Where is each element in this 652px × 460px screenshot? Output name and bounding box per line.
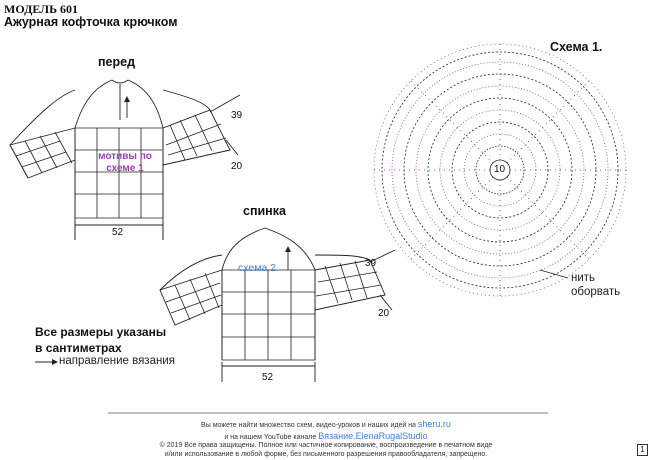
back-sleeve-width: 20 [378,308,390,319]
footer-text1: Вы можете найти множество схем, видео-уроков и наших идей на [201,422,416,429]
sizes-note-line1: Все размеры указаны [35,325,167,339]
front-sleeve-length: 39 [231,110,243,121]
front-width: 52 [112,227,124,238]
front-motif-line1: мотивы по [98,151,152,162]
back-width: 52 [262,372,274,383]
back-sleeve-length: 39 [365,258,377,269]
footer-rights: и/или использование в любой форме, без письменного разрешения правообладателя, запрещено. [164,451,488,458]
sizes-note-line2: в сантиметрах [35,341,122,355]
footer-text2: и на нашем YouTube канале [224,434,317,441]
cut-thread-line2: оборвать [571,286,621,298]
scheme-title: Схема 1. [550,40,603,54]
model-subtitle: Ажурная кофточка крючком [4,15,178,29]
scheme-center-label: 10 [494,164,506,175]
footer-copyright: © 2019 Все права защищены. Полное или частичное копирование, воспроизведение в печатном виде [159,442,493,449]
front-label: перед [98,55,136,69]
back-label: спинка [243,204,286,218]
youtube-link[interactable]: Вязание.ElenaRugalStudio [318,431,428,441]
site-link[interactable]: sheru.ru [417,419,451,429]
front-motif-line2: схеме 1 [106,163,144,174]
footer-line2 [0,431,652,441]
front-sleeve-width: 20 [231,161,243,172]
direction-note: направление вязания [59,355,175,367]
page-number: 1 [637,444,648,456]
cut-thread-line1: нить [571,272,596,284]
footer-line1 [0,419,652,429]
model-title: МОДЕЛЬ 601 [4,2,79,16]
back-motif-note: схема 2 [238,262,277,274]
